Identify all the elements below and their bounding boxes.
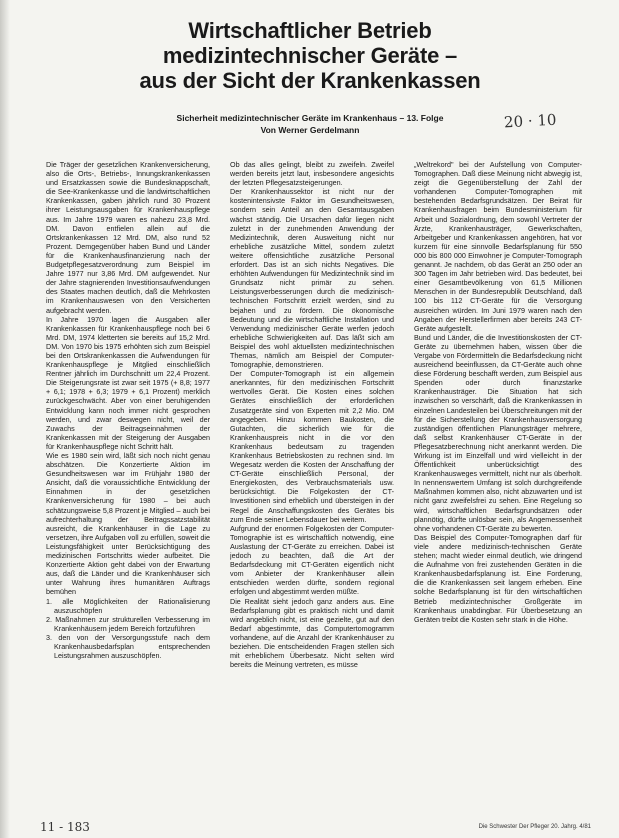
handwritten-note: 20 · 10	[503, 110, 557, 132]
text-column-3	[414, 160, 582, 820]
article-title	[60, 18, 560, 93]
text-column-2	[230, 160, 394, 820]
article-subtitle	[100, 112, 520, 136]
list-item: 3. den von der Versorgungsstufe nach dem Krankenhausbedarfsplan entsprechenden Leistungsrahmen auszuschöpfen.	[46, 632, 210, 661]
paragraph: Bund und Länder, die die Investitionskosten der CT-Geräte zu übernehmen haben, wissen über die Vergabe von Fördermitteln die Bedarfsdeckung nicht ausreichend beeinflussen, da CT-Geräte auch ohne diese Förderung beschafft werden, zum Beispiel aus Spenden oder durch finanzstarke Krankenhausträger. Die Situation hat sich inzwischen so verschärft, daß die Krankenkassen in einzelnen Landesteilen bei Überschreitungen mit der für die Sicherstellung der Krankenhausversorgung zuständigen öffentlichen Planungsträger mehrere, daß selbst Krankenhäuser CT-Geräte in der Pflegesatzberechnung nicht anerkannt werden. Die Wirkung ist im Einzelfall und wird vielleicht in der Öffentlichkeit unberücksichtigt des Krankenhausweges vermittelt, nicht nur als überholt. In nennenswertem Umfang ist solch durchgreifende Maßnahmen kommen also, nicht abzuwarten und ist nicht ganz zweifelsfrei zu sehen. Eine Regelung so wird, wirtschaftlichen Bedarfsgrundsätzen oder plannötig, dürfte unlösbar sein, als Angemessenheit ohne vorhandenen CT-Geräte zu bewerten.	[414, 332, 582, 533]
scan-shadow	[0, 0, 10, 838]
paragraph: Der Computer-Tomograph ist ein allgemein anerkanntes, für den medizinischen Fortschritt wertvolles Gerät. Die Kosten eines solchen Gerätes einschließlich der erforderlichen Zusatzgeräte sind von Experten mit 2,2 Mio. DM angegeben. Hinzu kommen Baukosten, die Gutachten, die sicherlich wie für die Krankenhauspreis nicht in die vor den Krankenhaus bedeutsam zu tragenden Krankenhaus Betriebskosten zu rechnen sind. Im Wegesatz werden die Kosten der Anschaffung der CT-Geräte einschließlich Personal, der Energiekosten, des Verbrauchsmaterials usw. berücksichtigt. Die Folgekosten der CT-Investitionen sind erheblich und übersteigen in der Regel die Anschaffungskosten des Gerätes bis zum Ende seiner Lebensdauer bei weitem.	[230, 369, 394, 524]
paragraph: Der Krankenhaussektor ist nicht nur der kostenintensivste Faktor im Gesundheitswesen, sondern sein Anteil an den Gesamtausgaben wächst ständig. Die Ursachen dafür liegen nicht zuletzt in der zunehmenden Anwendung der Medizintechnik, deren Ausweitung nicht nur erhebliche zusätzliche Mittel, sondern zuletzt weitere offensichtliche zusätzliche Personal erfordert. Das ist an sich nichts Negatives. Die erhöhten Aufwendungen für Medizintechnik sind im Grundsatz nicht primär zu sehen. Leistungsverbesserungen durch die medizinisch-technischen Fortschritt erzielt werden, sind zu bejahen und zu fördern. Die ökonomische Bedeutung und die wirtschaftliche Installation und Verwendung medizinischer Geräte werfen jedoch erhebliche Schwierigkeiten auf. Das läßt sich am Beispiel des wohl aktuellsten medizintechnischen Themas, nämlich am Beispiel der Computer-Tomographie, demonstrieren.	[230, 187, 394, 370]
title-line-2: medizintechnischer Geräte –	[162, 43, 458, 68]
paragraph: In Jahre 1970 lagen die Ausgaben aller Krankenkassen für Krankenhauspflege noch bei 6 Mrd. DM, 1974 kletterten sie bereits auf 15,2 Mrd. DM. Von 1970 bis 1975 erhöhten sich zum Beispiel bei den Ortskrankenkassen die Aufwendungen für Krankenhauspflege je Mitglied einschließlich Rentner jährlich im Durchschnitt um 22,4 Prozent. Die Steigerungsrate ist zwar seit 1975 (+ 8,8; 1977 + 6,1; 1978 + 6,3; 1979 + 6,1 Prozent) merklich zurückgeschwächt. Aber von einer beruhigenden Entwicklung kann noch immer nicht gesprochen werden, und zwar deswegen nicht, weil der Zuwachs der Beitragseinnahmen der Krankenkassen mit der Steigerung der Ausgaben für Krankenhauspflege nicht Schritt hält.	[46, 314, 210, 451]
author-line: Von Werner Gerdelmann	[260, 125, 360, 135]
paragraph: „Weltrekord" bei der Aufstellung von Computer-Tomographen. Daß diese Meinung nicht abwegig ist, zeigt die Gegenüberstellung der Zahl der vorhandenen Computer-Tomographen mit bestehenden Bedarfsgrundsätzen. Der Beirat für Krankenhausfragen beim Bundesministerium für Arbeit und Sozialordnung, dem sowohl Vertreter der Ärzte, Krankenhausträger, Gewerkschaften, Arbeitgeber und Krankenkassen angehören, hat vor kurzem für eine sinnvolle Bedarfsplanung für 550 000 bis 800 000 Einwohner je Computer-Tomograph genannt. Je nachdem, ob das Gerät an 250 oder an 300 Tagen im Jahr betrieben wird. Das bedeutet, bei einer Gesamtbevölkerung von 61,5 Millionen Menschen in der Bundesrepublik Deutschland, daß 100 bis 112 CT-Geräte für die Versorgung ausreichen würden. Im Juni 1979 waren nach den Angaben der Herstellerfirmen aber bereits 243 CT-Geräte aufgestellt.	[414, 160, 582, 333]
paragraph: Ob das alles gelingt, bleibt zu zweifeln. Zweifel werden bereits jetzt laut, insbesondere angesichts der letzten Pflegesatzsteigerungen.	[230, 160, 394, 188]
page-number-handwritten: 11 - 183	[40, 820, 90, 834]
list-item: 2. Maßnahmen zur strukturellen Verbesserung im Krankenhäusern jedem Bereich fortzuführen	[46, 614, 210, 633]
list-item: 1. alle Möglichkeiten der Rationalisierung auszuschöpfen	[46, 596, 210, 615]
title-line-1: Wirtschaftlicher Betrieb	[188, 18, 432, 43]
paragraph: Wie es 1980 sein wird, läßt sich noch nicht genau abschätzen. Die Konzertierte Aktion im Gesundheitswesen war im Frühjahr 1980 der Ansicht, daß die voraussichtliche Entwicklung der Einnahmen in der gesetzlichen Krankenversicherung für 1980 – bei auch schätzungsweise 5,8 Prozent je Mitglied – auch bei aufrechterhaltung der Beitragssatzstabilität ausreicht, die Krankenhäuser in die Lage zu versetzen, ihre Aufgaben voll zu erfüllen, soweit die Leistungsfähigkeit unter Berücksichtigung des medizinischen Fortschritts wieder aufbeitet. Die Konzertierte Aktion geht dabei von der Erwartung aus, daß die Länder und die Krankenhäuser sich unter Wahrung ihres humanitären Auftrags bemühen	[46, 451, 210, 597]
journal-footer: Die Schwester Der Pfleger 20. Jahrg. 4/81	[478, 824, 591, 830]
paragraph: Die Träger der gesetzlichen Krankenversicherung, also die Orts-, Betriebs-, Innungskrankenkassen und Ersatzkassen sowie die Bundesknappschaft, die See-Krankenkasse und die landwirtschaftlichen Krankenkassen, gaben jährlich rund 30 Prozent ihrer Leistungsausgaben für Krankenhauspflege aus. Im Jahre 1979 waren es nahezu 23,8 Mrd. DM. Davon entfielen allein auf die Ortskrankenkassen 12 Mrd. DM, also rund 52 Prozent. Demgegenüber haben Bund und Länder für die Krankenhausfinanzierung nach der Budgetpflegesatzverordnung zum Beispiel im Jahre 1977 nur 3,86 Mrd. DM aufgewendet. Nur der Jahre stagnierenden Investitionsaufwendungen des Staates machen deutlich, daß die Mehrkosten im Krankenhauswesen von den Versicherten aufgebracht werden.	[46, 160, 210, 315]
title-line-3: aus der Sicht der Krankenkassen	[139, 68, 481, 93]
series-line: Sicherheit medizintechnischer Geräte im Krankenhaus – 13. Folge	[176, 113, 444, 123]
paragraph: Aufgrund der enormen Folgekosten der Computer-Tomographie ist es wirtschaftlich notwendig, eine Auslastung der CT-Geräte zu erreichen. Dabei ist jedoch zu beachten, daß die Art der Bedarfsdeckung mit CT-Geräten eigentlich nicht vom Anbieter der Krankenhäuser allein entschieden werden dürfte, sondern regional erfolgen und abgestimmt werden müßte.	[230, 523, 394, 597]
paragraph: Das Beispiel des Computer-Tomographen darf für viele andere medizinisch-technischen Geräte stehen; macht wieder einmal deutlich, wie dringend die Aufnahme von frei zustehenden Geräten in die Krankenhausbedarfsplanung ist. Eine Forderung, die die Krankenkassen seit langem erheben. Eine solche Bedarfsplanung ist für den wirtschaftlichen Betrieb medizintechnischer Großgeräte im Krankenhaus unabdingbar. Für Überbesetzung an Geräten treibt die Kosten sehr stark in die Höhe.	[414, 532, 582, 624]
paragraph: Die Realität sieht jedoch ganz anders aus. Eine Bedarfsplanung gibt es praktisch nicht und damit wird angeblich nicht, ist eine gezielte, gut auf den Bedarf abgestimmte, das Computertomogramm vorhandene, auf die Anzahl der Krankenhäuser zu beziehen. Die entscheidenden Fragen stellen sich mit erheblichem Überbesatz. Nicht selten wird bereits die Meinung vertreten, es müsse	[230, 596, 394, 670]
text-column-1	[46, 160, 210, 820]
